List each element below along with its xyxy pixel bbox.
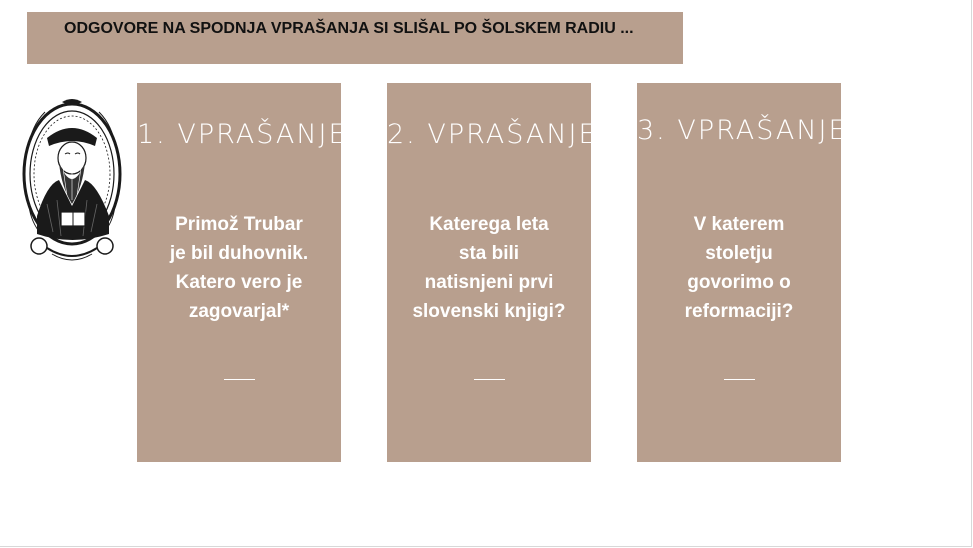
page-title: ODGOVORE NA SPODNJA VPRAŠANJA SI SLIŠAL PO ŠOLSKEM RADIU ...	[64, 20, 634, 37]
question-heading: 3. VPRAŠANJE	[637, 115, 848, 146]
question-line: govorimo o	[687, 272, 791, 293]
question-line: stoletju	[705, 243, 773, 264]
question-line: slovenski knjigi?	[412, 301, 566, 322]
question-text	[387, 210, 591, 326]
title-banner	[27, 12, 683, 64]
question-text	[637, 210, 841, 326]
question-line: V katerem	[693, 214, 785, 235]
card-divider	[224, 379, 255, 380]
question-text	[137, 210, 341, 326]
question-card-3	[637, 83, 848, 462]
question-line: sta bili	[458, 243, 520, 264]
question-heading: 2. VPRAŠANJE	[387, 119, 598, 150]
trubar-portrait-image	[17, 96, 127, 266]
question-line: reformaciji?	[684, 301, 794, 322]
card-divider	[724, 379, 755, 380]
question-line: je bil duhovnik.	[169, 243, 309, 264]
card-divider	[474, 379, 505, 380]
question-card-1	[137, 83, 348, 462]
question-line: Primož Trubar	[175, 214, 303, 235]
question-line: natisnjeni prvi	[424, 272, 554, 293]
question-heading: 1. VPRAŠANJE	[137, 119, 348, 150]
question-line: Katero vero je	[175, 272, 303, 293]
question-line: Katerega leta	[429, 214, 549, 235]
question-line: zagovarjal*	[188, 301, 290, 322]
question-card-2	[387, 83, 598, 462]
